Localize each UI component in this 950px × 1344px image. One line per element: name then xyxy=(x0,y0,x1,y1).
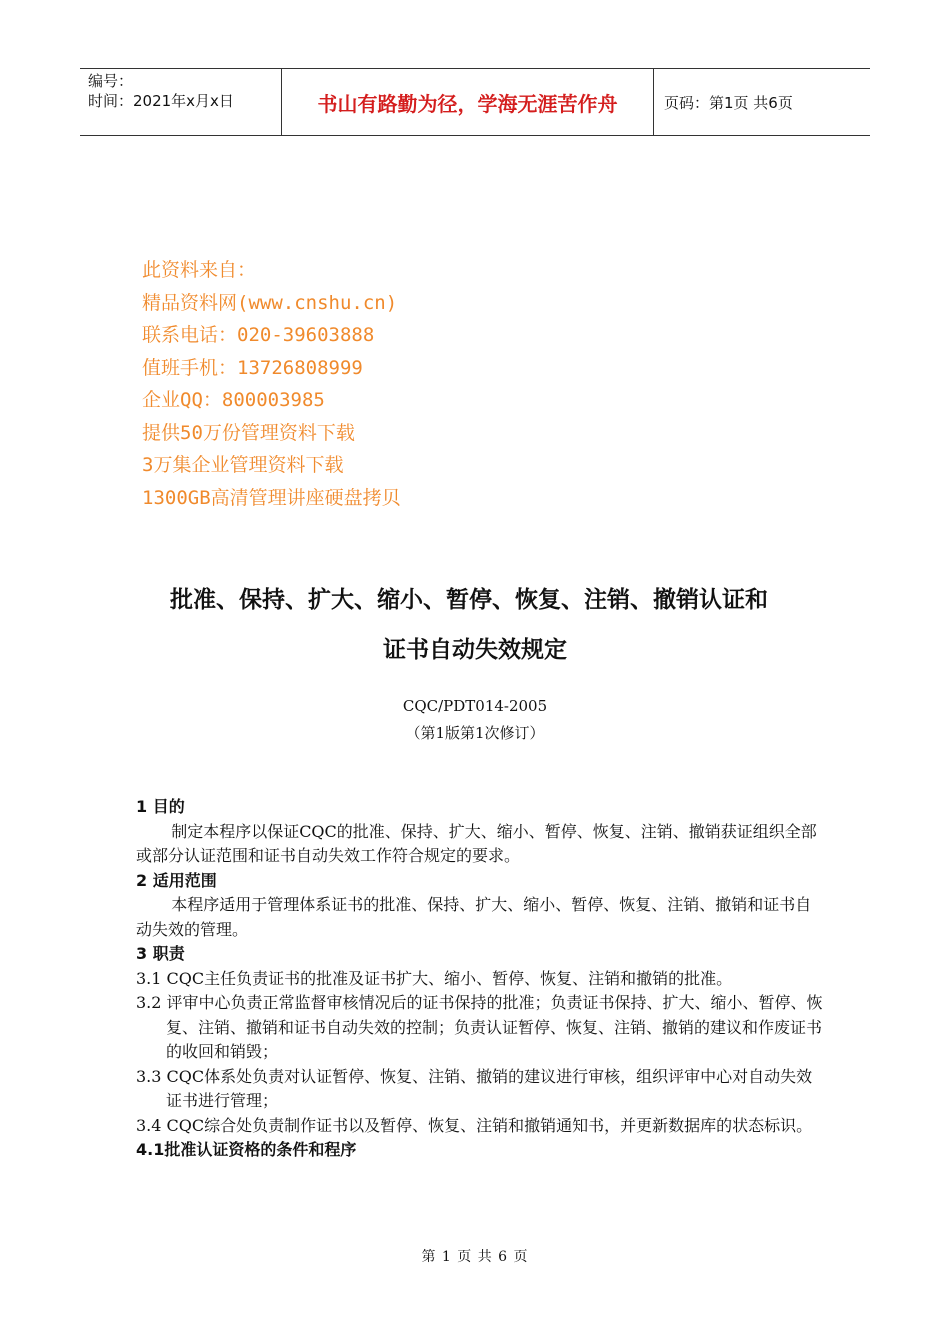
promo-line: 3万集企业管理资料下载 xyxy=(142,454,344,476)
promo-line: 此资料来自： xyxy=(142,259,257,281)
promo-line: 联系电话：020-39603888 xyxy=(142,324,375,346)
document-title-line2: 证书自动失效规定 xyxy=(383,637,567,663)
promo-line: 提供50万份管理资料下载 xyxy=(142,421,355,444)
document-number: CQC/PDT014-2005 xyxy=(402,697,548,715)
section-heading: 1 目的 xyxy=(136,797,185,816)
header-left-cell xyxy=(80,69,282,135)
list-item: 3.4 CQC综合处负责制作证书以及暂停、恢复、注销和撤销通知书，并更新数据库的状态标识。 xyxy=(136,1115,813,1135)
list-item: 3.1 CQC主任负责证书的批准及证书扩大、缩小、暂停、恢复、注销和撤销的批准。 xyxy=(136,968,733,988)
promo-line: 企业QQ：800003985 xyxy=(142,389,325,411)
time-label: 时间：2021年x月x日 xyxy=(88,92,234,110)
header-table xyxy=(80,68,870,136)
section-heading: 2 适用范围 xyxy=(136,870,217,890)
promo-block xyxy=(142,254,401,514)
section-heading: 3 职责 xyxy=(136,944,185,963)
number-label: 编号： xyxy=(88,72,134,90)
promo-line[interactable]: 精品资料网(www.cnshu.cn) xyxy=(142,291,398,314)
paragraph: 制定本程序以保证CQC的批准、保持、扩大、缩小、暂停、恢复、注销、撤销获证组织全部或部分认证范围和证书自动失效工作符合规定的要求。 xyxy=(136,821,817,865)
list-item: 3.2 评审中心负责正常监督审核情况后的证书保持的批准；负责证书保持、扩大、缩小、暂停、恢复、注销、撤销和证书自动失效的控制；负责认证暂停、恢复、注销、撤销的建议和作废证书的收回和销毁； xyxy=(136,993,823,1061)
page-footer: 第 1 页 共 6 页 xyxy=(421,1249,529,1265)
promo-line: 值班手机：13726808999 xyxy=(142,356,363,379)
header-motto: 书山有路勤为径，学海无涯苦作舟 xyxy=(282,69,654,135)
list-item: 3.3 CQC体系处负责对认证暂停、恢复、注销、撤销的建议进行审核，组织评审中心对自动失效证书进行管理； xyxy=(136,1066,813,1110)
header-page-info: 页码：第1页 共6页 xyxy=(664,93,793,112)
promo-line: 1300GB高清管理讲座硬盘拷贝 xyxy=(142,486,401,509)
document-revision: （第1版第1次修订） xyxy=(405,724,545,742)
document-title-line1: 批准、保持、扩大、缩小、暂停、恢复、注销、撤销认证和 xyxy=(170,587,768,613)
section-heading: 4.1批准认证资格的条件和程序 xyxy=(136,1140,357,1159)
document-body xyxy=(136,795,826,1163)
paragraph: 本程序适用于管理体系证书的批准、保持、扩大、缩小、暂停、恢复、注销、撤销和证书自动失效的管理。 xyxy=(136,895,812,939)
